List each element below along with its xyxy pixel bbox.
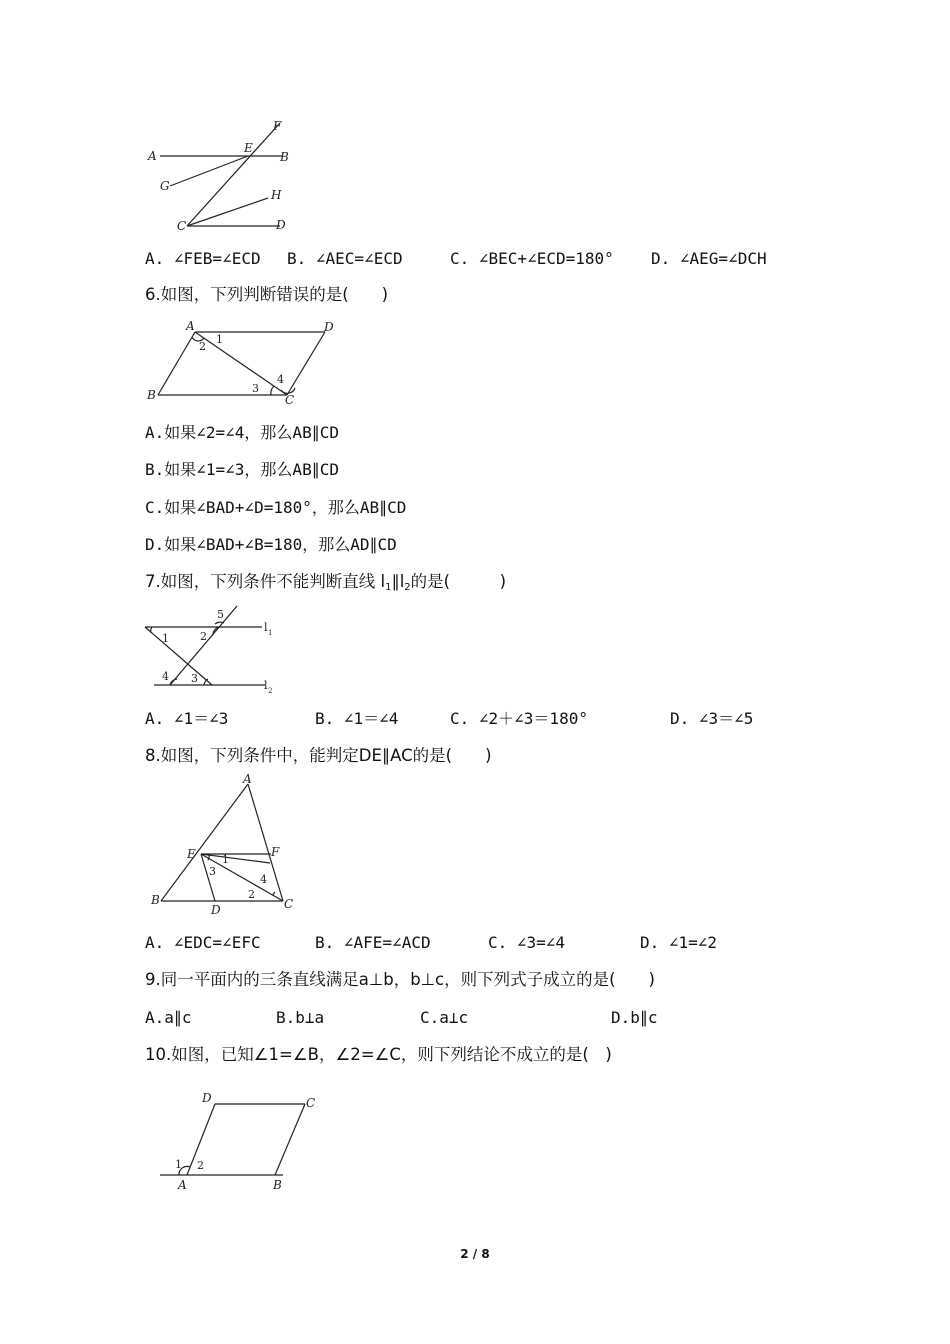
q7-question [145,572,506,598]
q8-angle-3: 3 [209,865,216,878]
q6-angle-1: 1 [216,333,223,346]
q6-figure [140,315,350,410]
q9-option-d: D.b∥c [611,1008,658,1027]
q5-option-a: A. ∠FEB=∠ECD [145,249,261,268]
q8-label-a: A [243,772,252,786]
q6-angle-3: 3 [252,382,259,395]
q9-option-a: A.a∥c [145,1008,192,1027]
q8-angle-4: 4 [260,873,267,886]
q6-label-b: B [147,388,156,402]
q8-angle-1: 1 [222,853,229,866]
q7-angle-5: 5 [217,608,224,621]
q10-angle-1: 1 [175,1158,182,1171]
q6-label-a: A [186,319,195,333]
q7-angle-1: 1 [162,632,169,645]
q9-option-b: B.b⊥a [276,1008,325,1027]
q7-line-l1-sub: 1 [268,629,273,637]
q5-label-f: F [273,119,282,133]
q5-figure [140,115,300,240]
q5-label-b: B [280,150,289,164]
q7-angle-3: 3 [191,672,198,685]
q8-angle-2: 2 [248,888,255,901]
q6-option-a: A.如果∠2=∠4，那么AB∥CD [145,423,339,442]
q6-option-b: B.如果∠1=∠3，那么AB∥CD [145,460,339,479]
q10-label-c: C [306,1096,316,1110]
q5-option-b: B. ∠AEC=∠ECD [287,249,403,268]
q7-option-b: B. ∠1＝∠4 [315,709,399,728]
q6-option-d: D.如果∠BAD+∠B=180，那么AD∥CD [145,535,397,554]
q10-label-a: A [178,1178,187,1192]
q8-label-e: E [187,847,196,861]
q6-label-c: C [285,393,295,407]
q7-sub-1: 1 [385,582,392,593]
q7-option-d: D. ∠3＝∠5 [670,709,754,728]
q6-question: 6.如图，下列判断错误的是( ) [145,285,389,304]
q9-question: 9.同一平面内的三条直线满足a⊥b，b⊥c，则下列式子成立的是( ) [145,970,655,989]
q5-option-c: C. ∠BEC+∠ECD=180° [450,249,614,268]
q7-sub-2: 2 [404,582,411,593]
q6-label-d: D [324,320,334,334]
q6-angle-4: 4 [277,373,284,386]
q5-label-h: H [271,188,282,202]
q7-angle-4: 4 [162,670,169,683]
q10-label-d: D [202,1091,212,1105]
q9-option-c: C.a⊥c [420,1008,469,1027]
q10-question: 10.如图，已知∠1=∠B，∠2=∠C，则下列结论不成立的是( ) [145,1045,612,1064]
q8-figure [145,770,305,920]
q8-label-b: B [151,893,160,907]
q8-label-f: F [271,845,280,859]
q7-question-mid: ∥l [391,572,405,591]
q10-label-b: B [273,1178,282,1192]
q7-question-pre: 7.如图，下列条件不能判断直线 l [145,572,386,591]
q7-angle-2: 2 [200,630,207,643]
q8-option-b: B. ∠AFE=∠ACD [315,933,431,952]
q7-option-a: A. ∠1＝∠3 [145,709,229,728]
q10-angle-2: 2 [197,1159,204,1172]
q6-option-c: C.如果∠BAD+∠D=180°，那么AB∥CD [145,498,407,517]
q5-label-a: A [148,149,157,163]
q7-question-post: 的是( ) [410,572,507,591]
q8-option-c: C. ∠3=∠4 [488,933,566,952]
q5-label-c: C [177,219,187,233]
q7-line-l1: l [264,621,268,634]
q10-figure [155,1088,330,1198]
q7-line-l2-sub: 2 [268,687,273,695]
q8-label-c: C [284,897,294,911]
q5-label-g: G [160,179,170,193]
q5-label-e: E [244,141,253,155]
page-number: 2 / 8 [460,1247,490,1261]
q8-label-d: D [211,903,221,917]
q8-question: 8.如图，下列条件中，能判定DE∥AC的是( ) [145,746,492,765]
q7-option-c: C. ∠2＋∠3＝180° [450,709,588,728]
q8-option-a: A. ∠EDC=∠EFC [145,933,261,952]
q8-option-d: D. ∠1=∠2 [640,933,718,952]
q6-angle-2: 2 [199,340,206,353]
q5-option-d: D. ∠AEG=∠DCH [651,249,767,268]
q5-label-d: D [276,218,286,232]
q7-figure [140,600,290,700]
q7-line-l2: l [264,679,268,692]
